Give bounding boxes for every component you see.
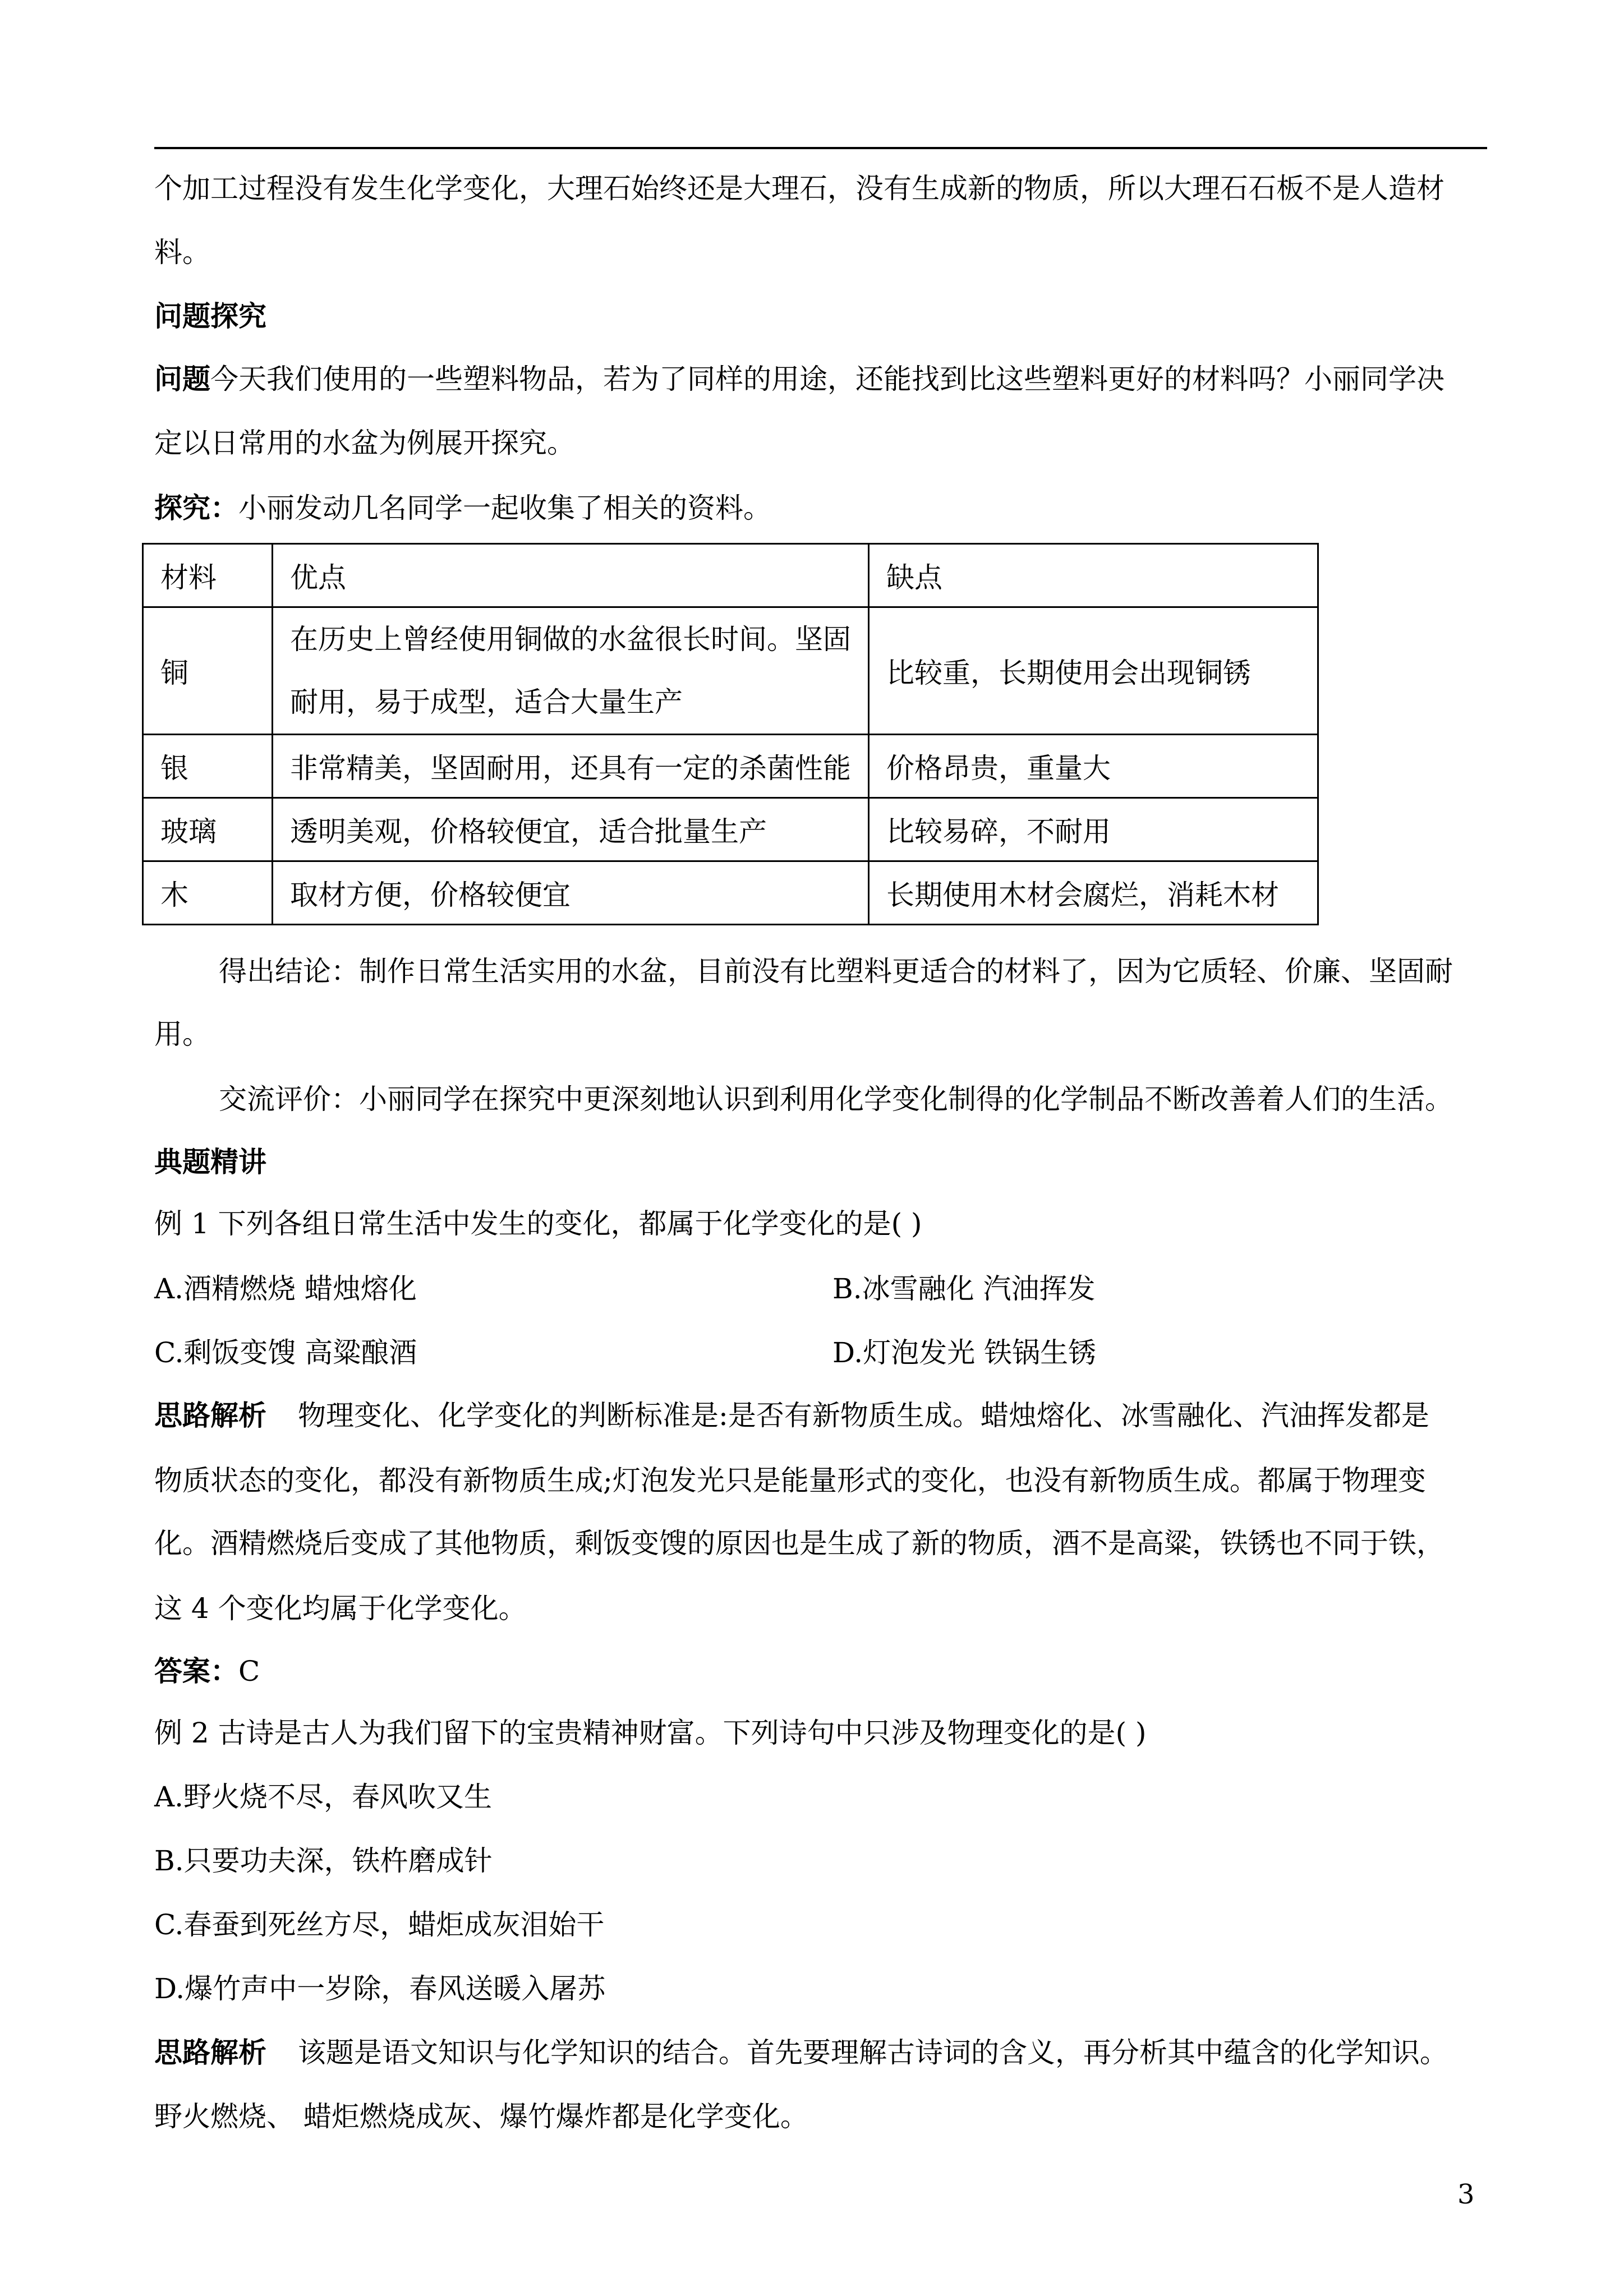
cell-pros — [273, 607, 869, 735]
table-row — [143, 798, 1318, 861]
analysis-label: 思路解析 — [154, 1399, 266, 1432]
cell-pros: 透明美观，价格较便宜，适合批量生产 — [273, 798, 869, 861]
table-row — [143, 735, 1318, 798]
cell-pros-line: 耐用，易于成型，适合大量生产 — [290, 686, 683, 718]
example-1-answer — [154, 1654, 260, 1688]
section-heading-examples: 典题精讲 — [154, 1146, 266, 1178]
example-1-option-b: B.冰雪融化 汽油挥发 — [832, 1273, 1096, 1305]
example-2-analysis-line-2: 野火燃烧、 蜡炬燃烧成灰、爆竹爆炸都是化学变化。 — [154, 2100, 808, 2133]
analysis-text: 物理变化、化学变化的判断标准是:是否有新物质生成。蜡烛熔化、冰雪融化、汽油挥发都是 — [298, 1399, 1429, 1432]
example-2-analysis-line-1 — [154, 2036, 1448, 2069]
question-text: 今天我们使用的一些塑料物品，若为了同样的用途，还能找到比这些塑料更好的材料吗？小丽同学决 — [210, 363, 1444, 395]
cell-material: 银 — [143, 735, 273, 798]
example-2-option-c: C.春蚕到死丝方尽，蜡炬成灰泪始干 — [154, 1908, 605, 1941]
answer-value: C — [238, 1655, 260, 1688]
analysis-label: 思路解析 — [154, 2036, 266, 2069]
example-2-option-b: B.只要功夫深，铁杵磨成针 — [154, 1845, 493, 1877]
cell-pros-line: 在历史上曾经使用铜做的水盆很长时间。坚固 — [290, 623, 851, 656]
example-2-question: 例 2 古诗是古人为我们留下的宝贵精神财富。下列诗句中只涉及物理变化的是( ) — [154, 1717, 1147, 1749]
example-1-analysis-line-3: 化。酒精燃烧后变成了其他物质，剩饭变馊的原因也是生成了新的物质，酒不是高粱，铁锈也不同于铁， — [154, 1527, 1444, 1560]
cell-cons: 价格昂贵，重量大 — [869, 735, 1318, 798]
cell-material: 玻璃 — [143, 798, 273, 861]
page-number: 3 — [1457, 2179, 1475, 2210]
example-2-option-a: A.野火烧不尽，春风吹又生 — [154, 1781, 493, 1813]
cell-cons: 比较易碎，不耐用 — [869, 798, 1318, 861]
conclusion-line-2: 用。 — [154, 1018, 210, 1050]
example-1-option-d: D.灯泡发光 铁锅生锈 — [832, 1336, 1097, 1369]
cell-pros: 取材方便，价格较便宜 — [273, 861, 869, 925]
intro-line-2: 料。 — [154, 236, 210, 269]
cell-material: 木 — [143, 861, 273, 925]
example-1-option-c: C.剩饭变馊 高粱酿酒 — [154, 1336, 417, 1369]
header-material: 材料 — [143, 544, 273, 607]
cell-material: 铜 — [143, 607, 273, 735]
section-heading-inquiry: 问题探究 — [154, 300, 266, 333]
answer-label: 答案： — [154, 1655, 238, 1688]
header-rule — [154, 147, 1487, 149]
materials-table — [142, 543, 1319, 925]
conclusion-line-1: 得出结论：制作日常生活实用的水盆，目前没有比塑料更适合的材料了，因为它质轻、价廉、坚固耐 — [219, 955, 1453, 988]
question-paragraph-line-2: 定以日常用的水盆为例展开探究。 — [154, 427, 575, 459]
example-1-option-a: A.酒精燃烧 蜡烛熔化 — [154, 1273, 417, 1305]
header-pros: 优点 — [273, 544, 869, 607]
example-1-analysis-line-1 — [154, 1399, 1429, 1432]
example-1-question: 例 1 下列各组日常生活中发生的变化，都属于化学变化的是( ) — [154, 1207, 922, 1240]
cell-cons: 长期使用木材会腐烂，消耗木材 — [869, 861, 1318, 925]
table-row — [143, 861, 1318, 925]
example-1-analysis-line-4: 这 4 个变化均属于化学变化。 — [154, 1592, 527, 1625]
question-paragraph-line-1 — [154, 362, 1444, 396]
header-cons: 缺点 — [869, 544, 1318, 607]
example-2-option-d: D.爆竹声中一岁除，春风送暖入屠苏 — [154, 1972, 606, 2005]
question-label: 问题 — [154, 363, 210, 395]
evaluation-paragraph: 交流评价：小丽同学在探究中更深刻地认识到利用化学变化制得的化学制品不断改善着人们的生活。 — [219, 1083, 1453, 1115]
example-1-analysis-line-2: 物质状态的变化，都没有新物质生成;灯泡发光只是能量形式的变化，也没有新物质生成。都属于物理变 — [154, 1464, 1426, 1497]
explore-label: 探究： — [154, 492, 238, 524]
explore-text: 小丽发动几名同学一起收集了相关的资料。 — [238, 492, 771, 524]
table-header-row — [143, 544, 1318, 607]
table-row — [143, 607, 1318, 735]
analysis-text: 该题是语文知识与化学知识的结合。首先要理解古诗词的含义，再分析其中蕴含的化学知识。 — [298, 2036, 1448, 2069]
explore-paragraph — [154, 491, 771, 525]
intro-line-1: 个加工过程没有发生化学变化，大理石始终还是大理石，没有生成新的物质，所以大理石石板不是人造材 — [154, 172, 1444, 205]
cell-pros: 非常精美，坚固耐用，还具有一定的杀菌性能 — [273, 735, 869, 798]
cell-cons: 比较重，长期使用会出现铜锈 — [869, 607, 1318, 735]
